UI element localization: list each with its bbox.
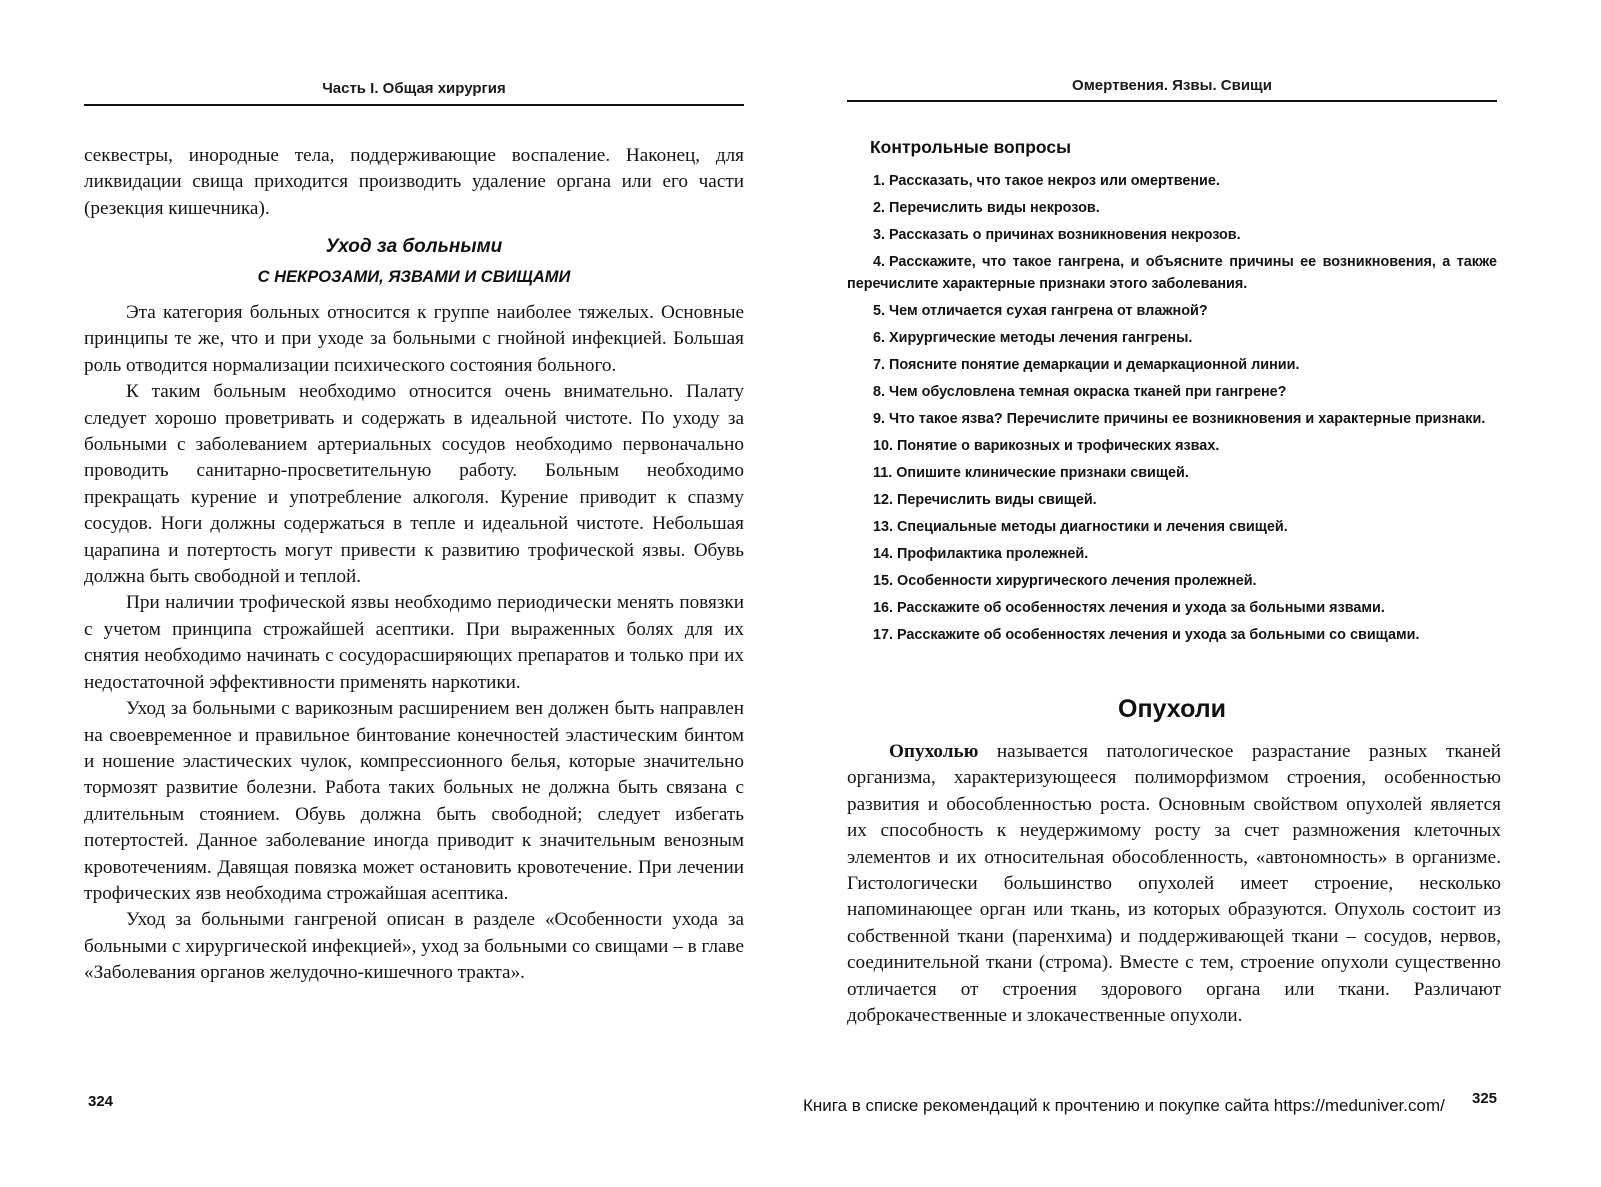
question-item [847, 597, 1497, 619]
main-text [84, 143, 744, 222]
question-number: 3. [873, 227, 886, 243]
question-item [847, 381, 1497, 403]
question-number: 16. [873, 600, 894, 616]
question-text: Опишите клинические признаки свищей. [896, 465, 1189, 481]
question-number: 6. [873, 330, 886, 346]
question-number: 17. [873, 627, 894, 643]
header-rule [84, 104, 744, 106]
care-text [84, 300, 744, 987]
question-item [847, 570, 1497, 592]
question-text: Чем обусловлена темная окраска тканей при гангрене? [889, 384, 1287, 400]
question-number: 12. [873, 492, 894, 508]
question-number: 15. [873, 573, 894, 589]
question-text: Рассказать, что такое некроз или омертвение. [889, 173, 1220, 189]
question-text: Профилактика пролежней. [897, 546, 1089, 562]
question-number: 2. [873, 200, 886, 216]
question-item [847, 354, 1497, 376]
question-text: Понятие о варикозных и трофических язвах. [897, 438, 1220, 454]
question-item [847, 624, 1497, 646]
paragraph: При наличии трофической язвы необходимо периодически менять повязки с учетом принципа строжайшей асептики. При выраженных болях для их снятия необходимо начинать с сосудорасширяющих препаратов и только при их недостаточной эффективности применять наркотики. [84, 592, 744, 693]
tumor-text [847, 739, 1501, 1029]
question-number: 10. [873, 438, 894, 454]
question-item [847, 408, 1497, 430]
watermark-text: Книга в списке рекомендаций к прочтению и покупке сайта https://meduniver.com/ [803, 1096, 1445, 1115]
definition-text: называется патологическое разрастание разных тканей организма, характеризующееся полиморфизмом строения, особенностью развития и обособленностью роста. Основным свойством опухолей является их способность к неудержимому росту за счет размножения клеточных элементов и их относительная обособленность, «автономность» в организме. Гистологически большинство опухолей имеет строение, несколько напоминающее орган или ткань, из которых образуются. Опухоль состоит из собственной ткани (паренхима) и поддерживающей ткани – сосудов, нервов, соединительной ткани (строма). Вместе с тем, строение опухоли существенно отличается от строения здорового органа или ткани. Различают доброкачественные и злокачественные опухоли. [847, 741, 1501, 1027]
question-text: Чем отличается сухая гангрена от влажной? [889, 303, 1208, 319]
question-text: Хирургические методы лечения гангрены. [889, 330, 1193, 346]
question-item [847, 251, 1497, 295]
defined-term: Опухолью [889, 741, 979, 762]
header-rule [847, 100, 1497, 102]
question-item [847, 516, 1497, 538]
question-text: Поясните понятие демаркации и демаркационной линии. [889, 357, 1300, 373]
question-item [847, 462, 1497, 484]
question-item [847, 435, 1497, 457]
question-number: 11. [873, 465, 893, 481]
question-number: 1. [873, 173, 886, 189]
question-number: 5. [873, 303, 886, 319]
question-text: Что такое язва? Перечислите причины ее возникновения и характерные признаки. [889, 411, 1486, 427]
question-number: 13. [873, 519, 894, 535]
question-number: 14. [873, 546, 894, 562]
question-text: Расскажите, что такое гангрена, и объясните причины ее возникновения, а также перечислите характерные признаки этого заболевания. [847, 254, 1497, 292]
paragraph: К таким больным необходимо относится очень внимательно. Палату следует хорошо проветривать и содержать в идеальной чистоте. По уходу за больными с заболеванием артериальных сосудов необходимо первоначально проводить санитарно-просветительную работу. Больным необходимо прекращать курение и употребление алкоголя. Курение приводит к спазму сосудов. Ноги должны содержаться в тепле и идеальной чистоте. Небольшая царапина и потертость могут привести к развитию трофической язвы. Обувь должна быть свободной и теплой. [84, 381, 744, 588]
question-number: 9. [873, 411, 886, 427]
definition-paragraph [847, 739, 1501, 1029]
question-item [847, 543, 1497, 565]
left-page [0, 0, 800, 1187]
question-item [847, 197, 1497, 219]
chapter-title: Опухоли [1118, 695, 1226, 723]
question-text: Перечислить виды свищей. [897, 492, 1097, 508]
question-number: 7. [873, 357, 886, 373]
continuation-paragraph: секвестры, инородные тела, поддерживающие воспаление. Наконец, для ликвидации свища приходится производить удаление органа или его части (резекция кишечника). [84, 145, 744, 219]
paragraph: Уход за больными гангреной описан в разделе «Особенности ухода за больными с хирургической инфекцией», уход за больными со свищами – в главе «Заболевания органов желудочно-кишечного тракта». [84, 909, 744, 984]
question-item [847, 489, 1497, 511]
question-item [847, 327, 1497, 349]
running-head: Омертвения. Язвы. Свищи [1072, 77, 1272, 94]
running-head: Часть I. Общая хирургия [322, 80, 506, 97]
paragraph: Уход за больными с варикозным расширением вен должен быть направлен на своевременное и правильное бинтование конечностей эластическим бинтом и ношение эластических чулок, компрессионного белья, которые значительно тормозят развитие болезни. Работа таких больных не должна быть связана с длительным стоянием. Обувь должна быть свободной; следует избегать потертостей. Данное заболевание иногда приводит к значительным венозным кровотечениям. Давящая повязка может остановить кровотечение. При лечении трофических язв необходима строжайшая асептика. [84, 698, 744, 904]
questions-title: Контрольные вопросы [870, 137, 1072, 157]
question-number: 8. [873, 384, 886, 400]
paragraph: Эта категория больных относится к группе наиболее тяжелых. Основные принципы те же, что и при уходе за больными с гнойной инфекцией. Большая роль отводится нормализации психического состояния больного. [84, 302, 744, 376]
page-number: 325 [1472, 1090, 1498, 1107]
question-item [847, 300, 1497, 322]
section-heading-line1: Уход за больными [325, 236, 503, 257]
question-number: 4. [873, 254, 886, 270]
question-text: Специальные методы диагностики и лечения свищей. [897, 519, 1288, 535]
questions-list [847, 170, 1497, 651]
question-text: Расскажите об особенностях лечения и ухода за больными со свищами. [897, 627, 1420, 643]
question-text: Перечислить виды некрозов. [889, 200, 1100, 216]
right-page [800, 0, 1601, 1187]
question-text: Рассказать о причинах возникновения некрозов. [889, 227, 1241, 243]
question-item [847, 224, 1497, 246]
page-number: 324 [88, 1093, 114, 1110]
question-text: Расскажите об особенностях лечения и ухода за больными язвами. [897, 600, 1385, 616]
question-text: Особенности хирургического лечения пролежней. [897, 573, 1257, 589]
question-item [847, 170, 1497, 192]
section-heading [84, 232, 744, 292]
section-heading-line2: С НЕКРОЗАМИ, ЯЗВАМИ И СВИЩАМИ [257, 268, 571, 286]
